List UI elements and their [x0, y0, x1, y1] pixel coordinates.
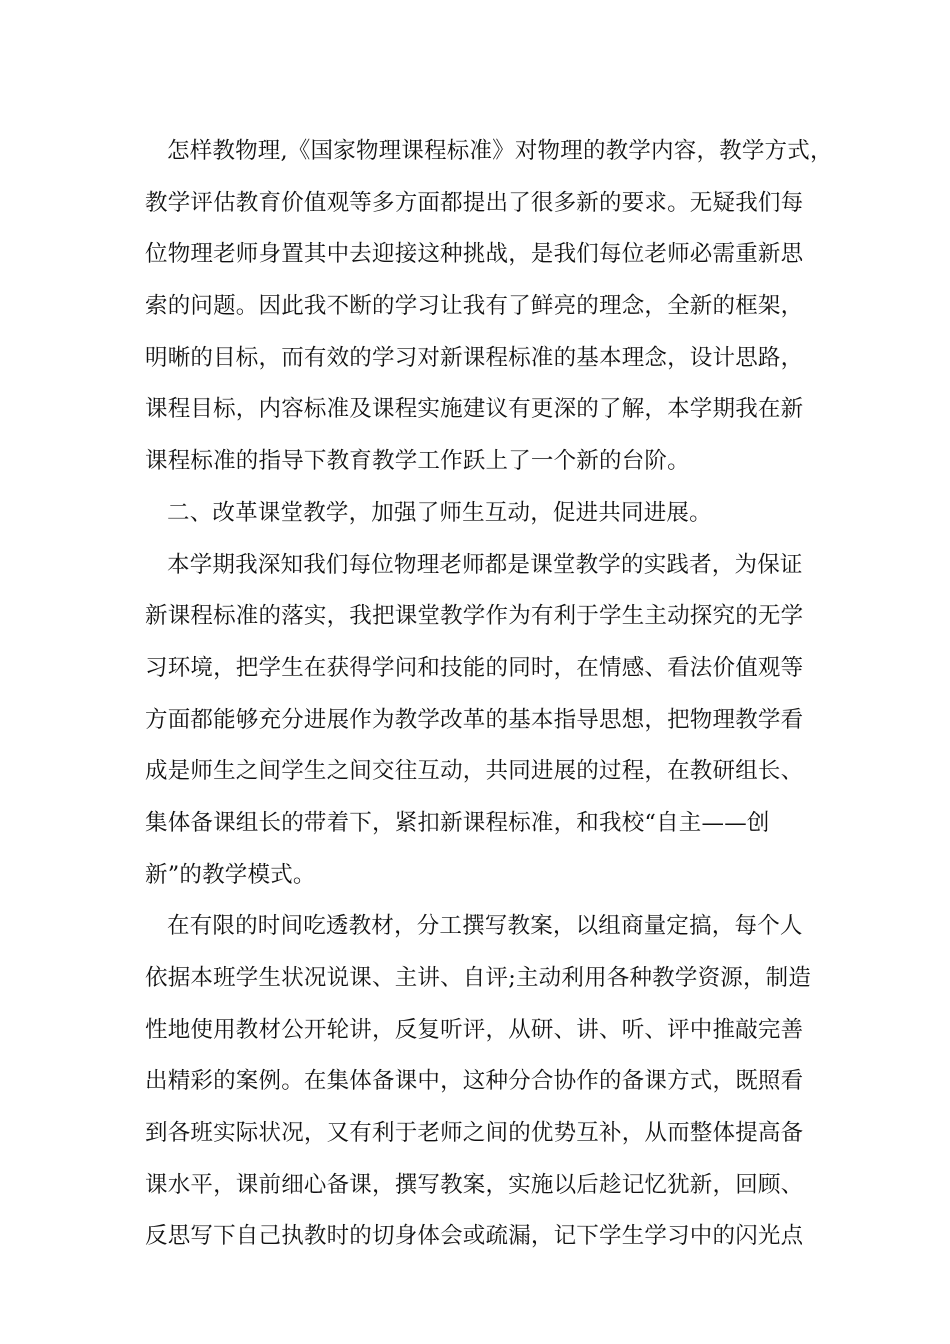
text-line: 成是师生之间学生之间交往互动，共同进展的过程，在教研组长、: [145, 758, 804, 785]
text-line: 本学期我深知我们每位物理老师都是课堂教学的实践者，为保证: [167, 551, 803, 578]
text-line: 到各班实际状况，又有利于老师之间的优势互补，从而整体提高备: [145, 1120, 804, 1147]
text-line: 课水平，课前细心备课，撰写教案，实施以后趁记忆犹新，回顾、: [145, 1171, 804, 1198]
text-line: 明晰的目标，而有效的学习对新课程标准的基本理念，设计思路，: [145, 344, 804, 371]
text-line: 性地使用教材公开轮讲，反复听评，从研、讲、听、评中推敲完善: [145, 1016, 804, 1043]
text-line: 位物理老师身置其中去迎接这种挑战，是我们每位老师必需重新思: [145, 241, 804, 268]
text-line: 索的问题。因此我不断的学习让我有了鲜亮的理念，全新的框架，: [145, 293, 804, 320]
text-line: 怎样教物理,《国家物理课程标准》对物理的教学内容，教学方式，: [167, 138, 833, 164]
text-line: 二、改革课堂教学，加强了师生互动，促进共同进展。: [167, 499, 712, 526]
text-line: 在有限的时间吃透教材，分工撰写教案，以组商量定搞，每个人: [167, 913, 803, 940]
text-line: 反思写下自己执教时的切身体会或疏漏，记下学生学习中的闪光点: [145, 1223, 804, 1250]
text-line: 出精彩的案例。在集体备课中，这种分合协作的备课方式，既照看: [145, 1068, 804, 1095]
text-line: 习环境，把学生在获得学问和技能的同时，在情感、看法价值观等: [145, 654, 804, 681]
text-line: 新课程标准的落实，我把课堂教学作为有利于学生主动探究的无学: [145, 603, 804, 630]
text-line: 方面都能够充分进展作为教学改革的基本指导思想，把物理教学看: [145, 706, 804, 733]
text-line: 课程目标，内容标准及课程实施建议有更深的了解，本学期我在新: [145, 396, 804, 423]
text-line: 课程标准的指导下教育教学工作跃上了一个新的台阶。: [145, 448, 690, 475]
text-line: 教学评估教育价值观等多方面都提出了很多新的要求。无疑我们每: [145, 189, 804, 216]
text-line: 依据本班学生状况说课、主讲、自评;主动利用各种教学资源，制造: [145, 965, 812, 991]
text-line: 新”的教学模式。: [145, 861, 316, 888]
body-text: [145, 126, 833, 1263]
text-line: 集体备课组长的带着下，紧扣新课程标准，和我校“自主——创: [145, 809, 770, 836]
